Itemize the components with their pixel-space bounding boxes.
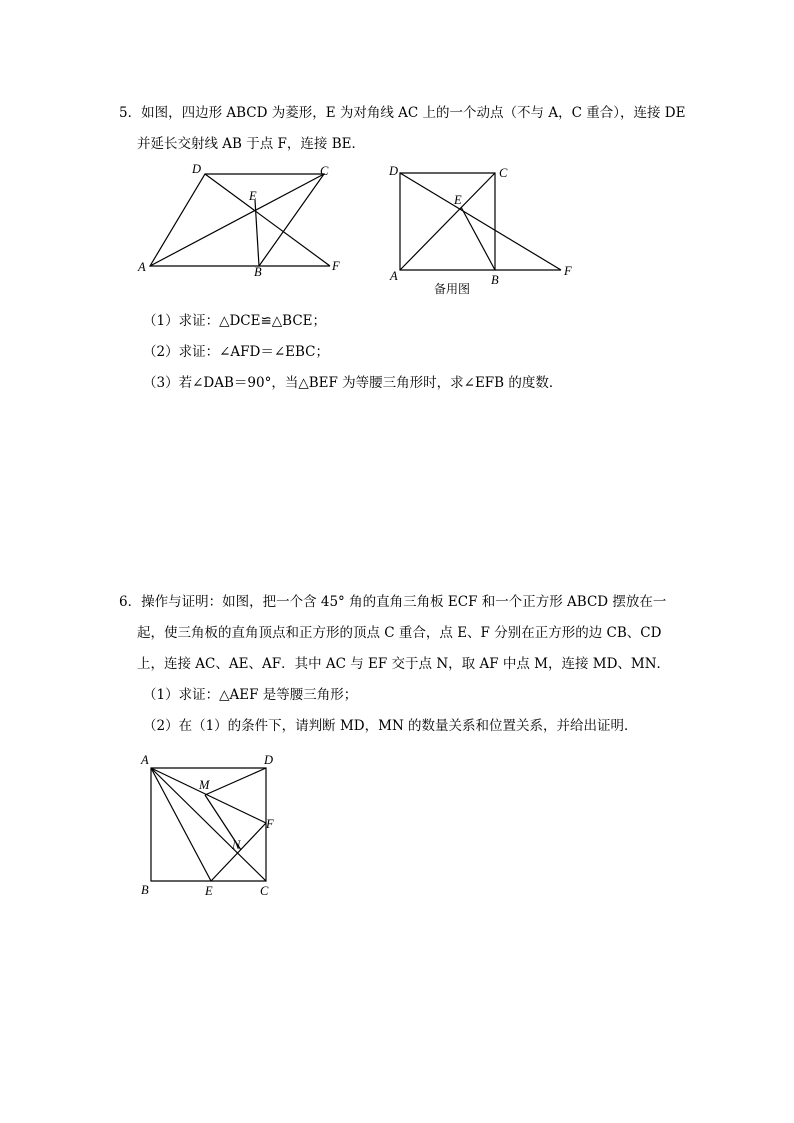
label-a: A (390, 269, 398, 283)
segment-md (205, 768, 266, 795)
label-n: N (232, 838, 241, 852)
problem5-figure-spare (385, 160, 585, 285)
label-a: A (141, 753, 149, 767)
label-b: B (254, 265, 262, 279)
problem6-line3: 上，连接 AC、AE、AF．其中 AC 与 EF 交于点 N，取 AF 中点 M，连接 MD、MN． (137, 656, 671, 672)
label-d: D (192, 162, 202, 176)
label-m: M (199, 778, 210, 792)
label-f: F (266, 817, 274, 831)
label-e: E (205, 884, 213, 898)
label-b: B (141, 883, 149, 897)
label-c: C (260, 884, 269, 898)
problem6-figure (135, 748, 285, 903)
label-f: F (564, 264, 572, 278)
problem5-question-1: （1）求证：△DCE≌△BCE； (143, 313, 327, 329)
label-f: F (332, 259, 340, 273)
segment-be (461, 207, 495, 270)
diagonal-ac (150, 174, 324, 266)
label-b: B (491, 273, 499, 287)
problem5-figure-rhombus (130, 160, 360, 285)
label-c: C (499, 166, 508, 180)
problem6-line1: 6．操作与证明：如图，把一个含 45° 角的直角三角板 ECF 和一个正方形 ABCD 摆放在一 (119, 594, 667, 610)
label-e: E (249, 189, 257, 203)
segment-df (205, 174, 330, 266)
problem6-question-2: （2）在（1）的条件下，请判断 MD，MN 的数量关系和位置关系，并给出证明． (143, 718, 638, 734)
problem5-line1: 5．如图，四边形 ABCD 为菱形，E 为对角线 AC 上的一个动点（不与 A，C 重合），连接 DE (119, 105, 686, 121)
label-d: D (264, 753, 274, 767)
problem6-line2: 起，使三角板的直角顶点和正方形的顶点 C 重合，点 E、F 分别在正方形的边 CB、CD (137, 625, 662, 641)
problem5-question-2: （2）求证：∠AFD＝∠EBC； (143, 344, 330, 360)
label-d: D (389, 164, 399, 178)
label-c: C (320, 164, 329, 178)
problem6-question-1: （1）求证：△AEF 是等腰三角形； (143, 687, 358, 703)
label-a: A (138, 260, 146, 274)
figure-caption: 备用图 (434, 282, 471, 296)
problem5-line2: 并延长交射线 AB 于点 F，连接 BE． (137, 136, 365, 152)
problem5-question-3: （3）若∠DAB＝90°，当△BEF 为等腰三角形时，求∠EFB 的度数． (143, 375, 563, 391)
label-e: E (454, 193, 462, 207)
